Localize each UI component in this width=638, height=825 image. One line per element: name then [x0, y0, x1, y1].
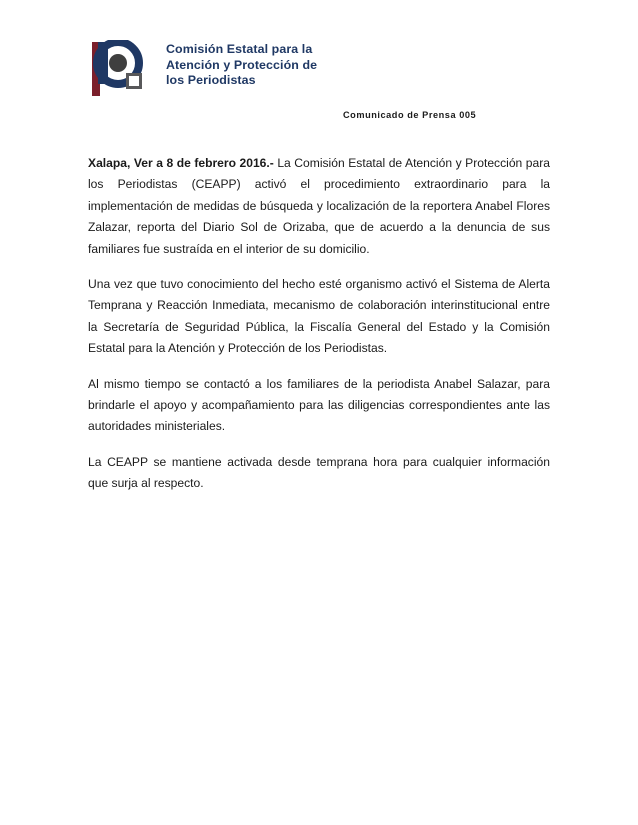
- paragraph-3: Al mismo tiempo se contactó a los familiares de la periodista Anabel Salazar, para brindarle el apoyo y acompañamiento para las diligencias correspondientes ante las autoridades ministeriales.: [88, 376, 550, 434]
- paragraph-2: Una vez que tuvo conocimiento del hecho esté organismo activó el Sistema de Alerta Temprana y Reacción Inmediata, mecanismo de colaboración interinstitucional entre la Secretaría de Seguridad Pública, la Fiscalía General del Estado y la Comisión Estatal para la Atención y Protección de los Periodistas.: [88, 277, 550, 356]
- ceapp-logo-icon: [88, 40, 150, 98]
- paragraph-1-text: La Comisión Estatal de Atención y Protección para los Periodistas (CEAPP) activó el procedimiento extraordinario para la implementación de medidas de búsqueda y localización de la reportera Anabel Flores Zalazar, reporta del Diario Sol de Orizaba, que de acuerdo a la denuncia de sus familiares fue sustraída en el interior de su domicilio.: [88, 156, 551, 256]
- paragraph-1: [88, 153, 550, 260]
- paragraph-4: La CEAPP se mantiene activada desde temprana hora para cualquier información que surja al respecto.: [88, 454, 550, 491]
- organization-name-line-3: los Periodistas: [166, 73, 256, 87]
- bulletin-number: Comunicado de Prensa 005: [343, 110, 477, 120]
- document-body: [88, 153, 550, 495]
- letterhead: [88, 40, 558, 98]
- organization-name-line-2: Atención y Protección de: [166, 57, 318, 72]
- dateline: Xalapa, Ver a 8 de febrero 2016.-: [88, 156, 274, 170]
- organization-name-line-1: Comisión Estatal para la: [166, 42, 313, 56]
- organization-name: [166, 42, 466, 89]
